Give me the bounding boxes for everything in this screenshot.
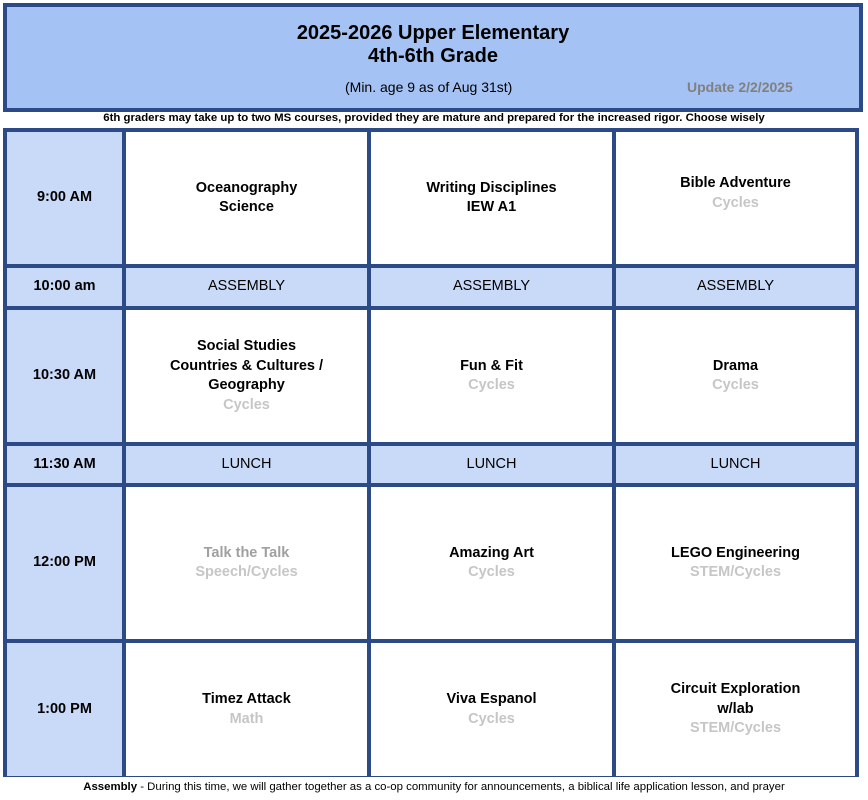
class-cell <box>371 643 612 776</box>
class-title: Viva Espanol <box>446 691 537 707</box>
class-title: Social Studies <box>196 338 297 354</box>
class-cell <box>616 132 855 264</box>
min-age-note: (Min. age 9 as of Aug 31st) <box>345 79 513 95</box>
class-cell <box>371 310 612 442</box>
class-category: Cycles <box>712 194 759 211</box>
class-title: Writing Disciplines <box>426 179 557 196</box>
class-subtitle: Countries & Cultures / <box>169 357 324 374</box>
update-date: Update 2/2/2025 <box>687 79 793 95</box>
lunch-cell: LUNCH <box>126 446 367 483</box>
class-cell <box>371 487 612 639</box>
lunch-cell: LUNCH <box>371 446 612 483</box>
time-cell: 11:30 AM <box>7 446 122 483</box>
time-cell: 10:30 AM <box>7 310 122 442</box>
grade-subtitle: 4th-6th Grade <box>367 45 499 67</box>
assembly-footnote <box>0 780 868 794</box>
class-title: Oceanography <box>195 179 298 196</box>
time-cell: 1:00 PM <box>7 643 122 776</box>
class-category: STEM/Cycles <box>689 564 782 580</box>
schedule-grid <box>3 128 859 777</box>
class-category: Cycles <box>712 377 759 393</box>
class-title: Fun & Fit <box>460 357 523 374</box>
schedule-header <box>3 3 863 112</box>
time-cell: 12:00 PM <box>7 487 122 639</box>
class-cell <box>616 310 855 442</box>
class-subject: IEW A1 <box>466 199 517 215</box>
class-cell <box>371 132 612 264</box>
assembly-cell: ASSEMBLY <box>371 268 612 306</box>
footnote-text: - During this time, we will gather together as a co-op community for announcements, a biblical life application lesson, and prayer <box>137 781 785 793</box>
class-cell <box>616 643 855 776</box>
class-cell <box>126 310 367 442</box>
class-title: Circuit Exploration <box>670 681 801 698</box>
class-category: STEM/Cycles <box>689 720 782 737</box>
time-cell: 9:00 AM <box>7 132 122 264</box>
class-category: Cycles <box>468 377 515 393</box>
class-title: Drama <box>712 357 759 374</box>
page-title: 2025-2026 Upper Elementary <box>296 22 570 44</box>
class-cell <box>126 643 367 776</box>
class-title: LEGO Engineering <box>671 544 800 561</box>
class-title: Bible Adventure <box>680 175 791 191</box>
class-cell <box>616 487 855 639</box>
class-category: Cycles <box>468 710 515 727</box>
class-subject: Science <box>219 199 274 215</box>
time-cell: 10:00 am <box>7 268 122 306</box>
class-category: Speech/Cycles <box>195 564 298 580</box>
class-subtitle: Geography <box>208 377 285 393</box>
class-subtitle: w/lab <box>717 700 754 717</box>
class-title: Amazing Art <box>449 544 534 561</box>
class-category: Math <box>229 710 264 727</box>
class-category: Cycles <box>468 564 515 580</box>
class-category: Cycles <box>223 396 270 413</box>
class-cell <box>126 487 367 639</box>
footnote-label: Assembly <box>83 781 138 793</box>
class-title: Talk the Talk <box>203 544 290 561</box>
lunch-cell: LUNCH <box>616 446 855 483</box>
assembly-cell: ASSEMBLY <box>126 268 367 306</box>
class-title: Timez Attack <box>202 691 291 707</box>
ms-courses-note: 6th graders may take up to two MS courses, provided they are mature and prepared for the increased rigor. Choose wisely <box>103 112 765 124</box>
assembly-cell: ASSEMBLY <box>616 268 855 306</box>
class-cell <box>126 132 367 264</box>
